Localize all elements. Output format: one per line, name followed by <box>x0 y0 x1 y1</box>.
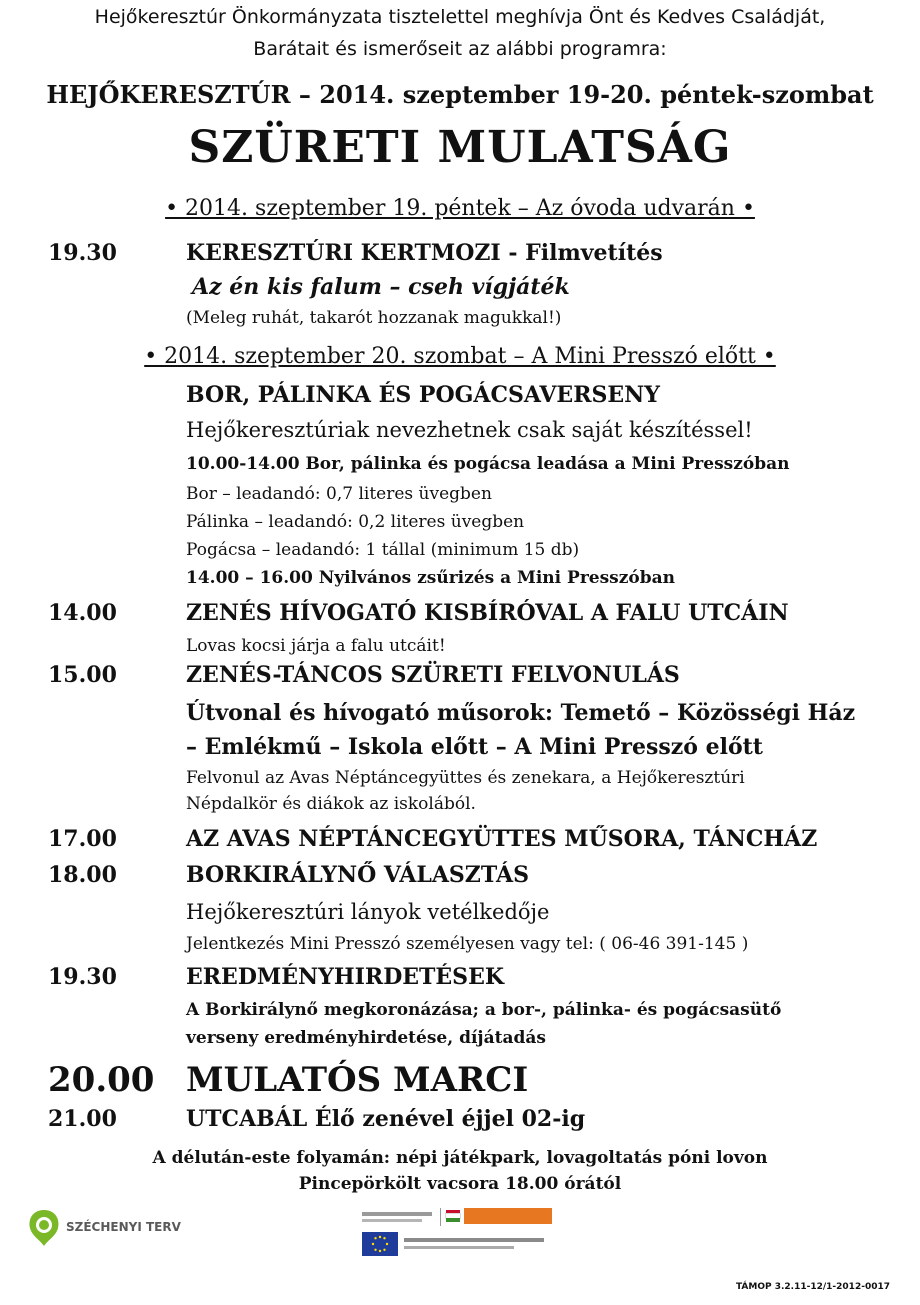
eu-logo-row <box>362 1232 552 1258</box>
header-date-line: HEJŐKERESZTÚR – 2014. szeptember 19-20. péntek-szombat <box>46 80 874 109</box>
event-utcabal: UTCABÁL Élő zenével éjjel 02-ig <box>186 1106 586 1132</box>
felvonulas-route-2: – Emlékmű – Iskola előtt – A Mini Presszó előtt <box>186 734 763 760</box>
event-felvonulas: ZENÉS-TÁNCOS SZÜRETI FELVONULÁS <box>186 662 680 688</box>
contest-palinka: Pálinka – leadandó: 0,2 literes üvegben <box>186 512 525 532</box>
borkiralyno-note: Jelentkezés Mini Presszó személyesen vagy tel: ( 06-46 391-145 ) <box>186 934 749 954</box>
szechenyi-leaf-icon <box>26 1208 62 1248</box>
event-borkiralyno: BORKIRÁLYNŐ VÁLASZTÁS <box>186 862 529 888</box>
contest-drop: 10.00-14.00 Bor, pálinka és pogácsa leadása a Mini Presszóban <box>186 454 790 474</box>
contest-pogacsa: Pogácsa – leadandó: 1 tállal (minimum 15 db) <box>186 540 580 560</box>
time-1500: 15.00 <box>48 662 117 688</box>
tamop-code: TÁMOP 3.2.11-12/1-2012-0017 <box>735 1282 890 1292</box>
felvonulas-route-1: Útvonal és hívogató műsorok: Temető – Közösségi Ház <box>186 700 856 726</box>
time-1800: 18.00 <box>48 862 117 888</box>
time-2100: 21.00 <box>48 1106 117 1132</box>
szechenyi-terv-logo <box>26 1208 226 1248</box>
time-1930-fri: 19.30 <box>48 240 117 266</box>
day1-heading: • 2014. szeptember 19. péntek – Az óvoda udvarán • <box>165 196 755 221</box>
contest-jury: 14.00 – 16.00 Nyilvános zsűrizés a Mini Presszóban <box>186 568 675 588</box>
partner-text-block <box>362 1212 432 1216</box>
film-title: Az én kis falum – cseh vígjáték <box>192 274 570 300</box>
event-contest: BOR, PÁLINKA ÉS POGÁCSAVERSENY <box>186 382 660 408</box>
event-kertmozi: KERESZTÚRI KERTMOZI - Filmvetítés <box>186 240 663 266</box>
event-avas: AZ AVAS NÉPTÁNCEGYÜTTES MŰSORA, TÁNCHÁZ <box>186 826 818 852</box>
eu-text-block <box>404 1246 514 1249</box>
event-eredmeny: EREDMÉNYHIRDETÉSEK <box>186 964 504 990</box>
poster-title: SZÜRETI MULATSÁG <box>188 122 732 173</box>
eredmeny-line-1: A Borkirálynő megkoronázása; a bor-, pálinka- és pogácsasütő <box>186 1000 782 1020</box>
intro-line-2: Barátait és ismerőseit az alábbi programra: <box>253 38 667 60</box>
time-1930-sat: 19.30 <box>48 964 117 990</box>
time-2000: 20.00 <box>48 1060 155 1100</box>
felvonulas-note-1: Felvonul az Avas Néptáncegyüttes és zenekara, a Hejőkeresztúri <box>186 768 745 788</box>
time-1400: 14.00 <box>48 600 117 626</box>
eu-flag-icon <box>362 1232 398 1256</box>
partner-logos-row <box>362 1206 552 1228</box>
event-kisbiro: ZENÉS HÍVOGATÓ KISBÍRÓVAL A FALU UTCÁIN <box>186 600 789 626</box>
eredmeny-line-2: verseny eredményhirdetése, díjátadás <box>186 1028 546 1048</box>
contest-wine: Bor – leadandó: 0,7 literes üvegben <box>186 484 492 504</box>
divider <box>440 1208 441 1226</box>
felvonulas-note-2: Népdalkör és diákok az iskolából. <box>186 794 476 814</box>
szechenyi-label: SZÉCHENYI TERV <box>66 1220 181 1234</box>
borkiralyno-sub: Hejőkeresztúri lányok vetélkedője <box>186 900 550 924</box>
event-mulatos-marci: MULATÓS MARCI <box>186 1060 529 1100</box>
partner-text-block <box>362 1219 422 1222</box>
kertmozi-note: (Meleg ruhát, takarót hozzanak magukkal!) <box>186 308 562 328</box>
day2-heading: • 2014. szeptember 20. szombat – A Mini Presszó előtt • <box>144 344 776 369</box>
kisbiro-note: Lovas kocsi járja a falu utcáit! <box>186 636 446 656</box>
time-1700: 17.00 <box>48 826 117 852</box>
intro-line-1: Hejőkeresztúr Önkormányzata tisztelettel meghívja Önt és Kedves Családját, <box>94 6 826 28</box>
footer-line-1: A délután-este folyamán: népi játékpark, lovagoltatás póni lovon <box>152 1148 768 1168</box>
eu-text-block <box>404 1238 544 1242</box>
footer-line-2: Pincepörkölt vacsora 18.00 órától <box>298 1174 622 1194</box>
orange-partner-logo <box>464 1208 552 1224</box>
contest-sub: Hejőkeresztúriak nevezhetnek csak saját készítéssel! <box>186 418 753 442</box>
